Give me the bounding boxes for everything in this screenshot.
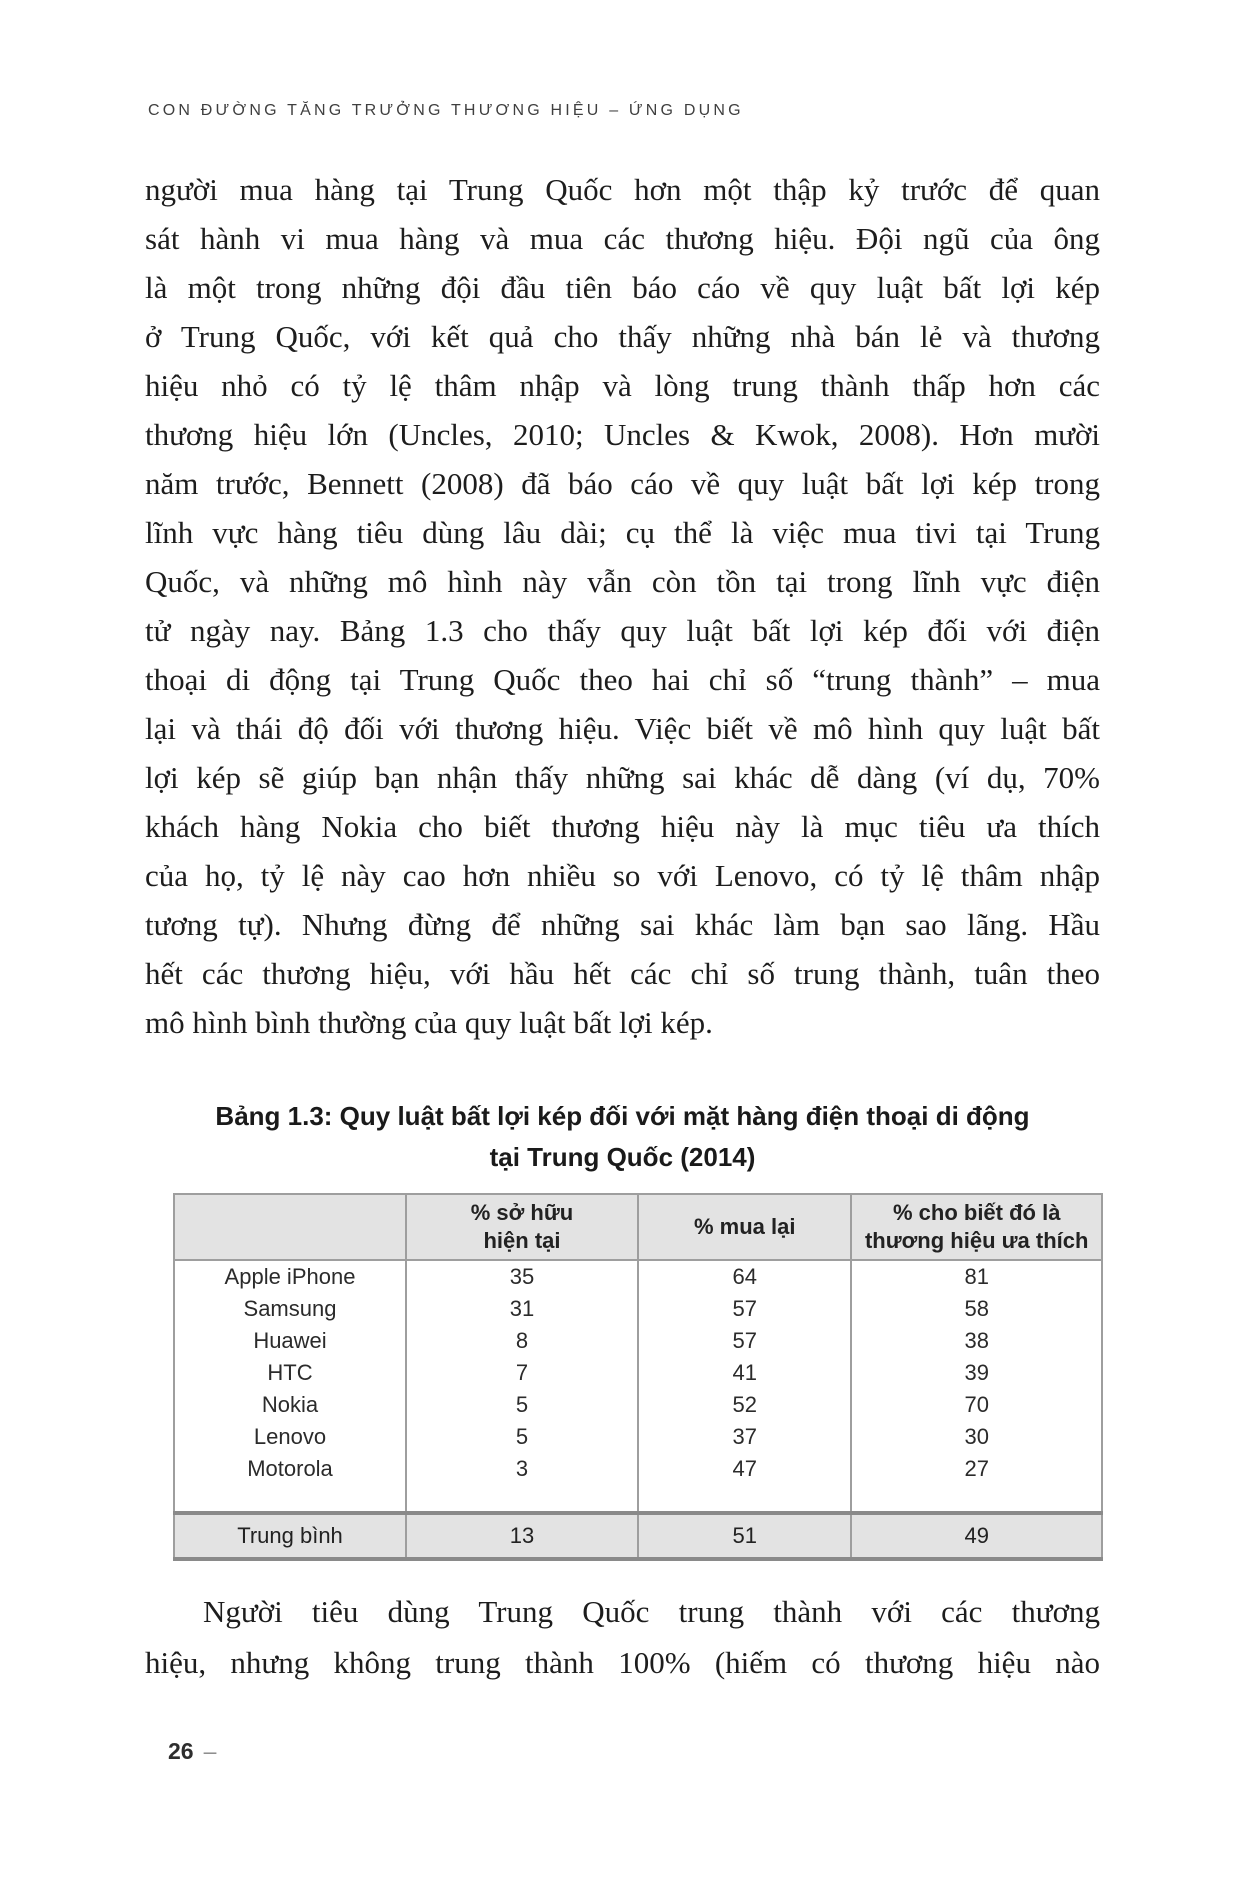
paragraph-2 <box>145 1586 1100 1688</box>
value-cell: 5 <box>406 1389 638 1421</box>
text-line: của họ, tỷ lệ này cao hơn nhiều so với Lenovo, có tỷ lệ thâm nhập <box>145 858 1100 893</box>
text-line: là một trong những đội đầu tiên báo cáo về quy luật bất lợi kép <box>145 270 1100 305</box>
text-line: khách hàng Nokia cho biết thương hiệu này là mục tiêu ưa thích <box>145 809 1100 844</box>
summary-value-cell: 51 <box>638 1513 851 1559</box>
column-header-repurchase <box>638 1194 851 1260</box>
text-line: hiệu, nhưng không trung thành 100% (hiếm có thương hiệu nào <box>145 1645 1100 1680</box>
brand-cell: Motorola <box>174 1453 406 1485</box>
table-caption-line-2: tại Trung Quốc (2014) <box>489 1142 756 1172</box>
value-cell: 52 <box>638 1389 851 1421</box>
value-cell: 47 <box>638 1453 851 1485</box>
table-wrap <box>173 1193 1103 1561</box>
text-line: lĩnh vực hàng tiêu dùng lâu dài; cụ thể là việc mua tivi tại Trung <box>145 515 1100 550</box>
text-line: mô hình bình thường của quy luật bất lợi kép. <box>145 1005 713 1040</box>
value-cell: 27 <box>851 1453 1102 1485</box>
column-header-ownership <box>406 1194 638 1260</box>
value-cell: 70 <box>851 1389 1102 1421</box>
table-row <box>174 1357 1102 1389</box>
text-line: Quốc, và những mô hình này vẫn còn tồn tại trong lĩnh vực điện <box>145 564 1100 599</box>
table-row <box>174 1421 1102 1453</box>
table-caption-line-1: Bảng 1.3: Quy luật bất lợi kép đối với mặt hàng điện thoại di động <box>215 1101 1030 1131</box>
running-header: CON ĐƯỜNG TĂNG TRƯỞNG THƯƠNG HIỆU – ỨNG DỤNG <box>148 102 744 119</box>
value-cell: 31 <box>406 1293 638 1325</box>
table-row <box>174 1293 1102 1325</box>
header-text-line: % mua lại <box>693 1214 796 1239</box>
value-cell: 41 <box>638 1357 851 1389</box>
brand-cell: Nokia <box>174 1389 406 1421</box>
brand-cell: Samsung <box>174 1293 406 1325</box>
value-cell: 57 <box>638 1293 851 1325</box>
text-line: sát hành vi mua hàng và mua các thương hiệu. Đội ngũ của ông <box>145 221 1100 256</box>
text-line: Người tiêu dùng Trung Quốc trung thành với các thương <box>203 1594 1100 1629</box>
text-line: thoại di động tại Trung Quốc theo hai chỉ số “trung thành” – mua <box>145 662 1100 697</box>
text-line: lại và thái độ đối với thương hiệu. Việc biết về mô hình quy luật bất <box>145 711 1100 746</box>
brand-cell: HTC <box>174 1357 406 1389</box>
value-cell: 39 <box>851 1357 1102 1389</box>
value-cell: 64 <box>638 1260 851 1293</box>
text-line: ở Trung Quốc, với kết quả cho thấy những nhà bán lẻ và thương <box>145 319 1100 354</box>
summary-value-cell: 49 <box>851 1513 1102 1559</box>
text-line: tương tự). Nhưng đừng để những sai khác làm bạn sao lãng. Hầu <box>145 907 1100 942</box>
value-cell: 35 <box>406 1260 638 1293</box>
text-line: hết các thương hiệu, với hầu hết các chỉ số trung thành, tuân theo <box>145 956 1100 991</box>
column-header-brand-empty <box>174 1194 406 1260</box>
value-cell: 8 <box>406 1325 638 1357</box>
page-number-dash: – <box>203 1738 217 1764</box>
header-text-line: % cho biết đó là <box>892 1200 1061 1225</box>
summary-label-cell: Trung bình <box>174 1513 406 1559</box>
table-row <box>174 1260 1102 1293</box>
table-row <box>174 1453 1102 1485</box>
text-line: thương hiệu lớn (Uncles, 2010; Uncles & Kwok, 2008). Hơn mười <box>145 417 1100 452</box>
empty-cell <box>851 1485 1102 1513</box>
text-line: hiệu nhỏ có tỷ lệ thâm nhập và lòng trung thành thấp hơn các <box>145 368 1100 403</box>
summary-row <box>174 1513 1102 1559</box>
value-cell: 30 <box>851 1421 1102 1453</box>
empty-cell <box>406 1485 638 1513</box>
column-header-favorite <box>851 1194 1102 1260</box>
header-text-line: hiện tại <box>483 1228 561 1253</box>
value-cell: 57 <box>638 1325 851 1357</box>
header-text-line: thương hiệu ưa thích <box>864 1228 1089 1253</box>
header-text-line: % sở hữu <box>470 1200 574 1225</box>
brand-cell: Huawei <box>174 1325 406 1357</box>
brand-cell: Apple iPhone <box>174 1260 406 1293</box>
text-line: người mua hàng tại Trung Quốc hơn một thập kỷ trước để quan <box>145 172 1100 207</box>
spacer-row <box>174 1485 1102 1513</box>
brand-cell: Lenovo <box>174 1421 406 1453</box>
value-cell: 5 <box>406 1421 638 1453</box>
page-number-value: 26 <box>168 1738 194 1764</box>
value-cell: 3 <box>406 1453 638 1485</box>
text-line: lợi kép sẽ giúp bạn nhận thấy những sai khác dễ dàng (ví dụ, 70% <box>145 760 1100 795</box>
summary-value-cell: 13 <box>406 1513 638 1559</box>
table-row <box>174 1389 1102 1421</box>
value-cell: 81 <box>851 1260 1102 1293</box>
header-row <box>174 1194 1102 1260</box>
table-row <box>174 1325 1102 1357</box>
page-number <box>168 1738 216 1765</box>
value-cell: 37 <box>638 1421 851 1453</box>
paragraph-1 <box>145 165 1100 1047</box>
value-cell: 38 <box>851 1325 1102 1357</box>
text-line: tử ngày nay. Bảng 1.3 cho thấy quy luật bất lợi kép đối với điện <box>145 613 1100 648</box>
empty-cell <box>638 1485 851 1513</box>
text-line: năm trước, Bennett (2008) đã báo cáo về quy luật bất lợi kép trong <box>145 466 1100 501</box>
data-table <box>173 1193 1103 1561</box>
value-cell: 58 <box>851 1293 1102 1325</box>
empty-cell <box>174 1485 406 1513</box>
value-cell: 7 <box>406 1357 638 1389</box>
table-caption <box>140 1096 1105 1178</box>
